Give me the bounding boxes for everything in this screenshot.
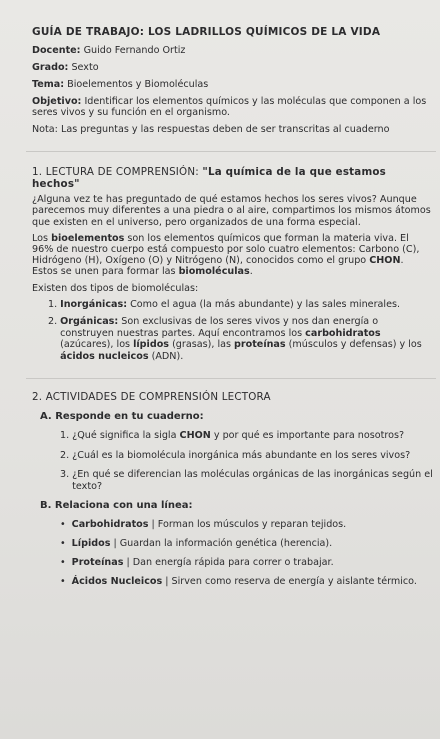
list-item: • Lípidos | Guardan la información genética (herencia). xyxy=(60,538,333,550)
matching-list xyxy=(26,519,434,587)
section1-paragraph2: Los bioelementos son los elementos químicos que forman la materia viva. El 96% de nuestro cuerpo está compuesto por solo cuatro elementos: Carbono (C), Hidrógeno (H), Oxígeno (O) y Nitrógeno (N), conocidos como el grupo CHON. Estos se unen para formar las biomoléculas. xyxy=(32,232,420,278)
list-item: • Proteínas | Dan energía rápida para correr o trabajar. xyxy=(60,557,334,569)
list-item: 1. Inorgánicas: Como el agua (la más abundante) y las sales minerales. xyxy=(48,298,401,310)
objective-value: Identificar los elementos químicos y las moléculas que componen a los seres vivos y su función en el organismo. xyxy=(32,96,427,119)
list-item: 3. ¿En qué se diferencian las moléculas orgánicas de las inorgánicas según el texto? xyxy=(60,469,433,492)
worksheet-title: GUÍA DE TRABAJO: LOS LADRILLOS QUÍMICOS DE LA VIDA xyxy=(32,26,381,38)
list-item: 1. ¿Qué significa la sigla CHON y por qué es importante para nosotros? xyxy=(60,430,405,442)
section1-paragraph1: ¿Alguna vez te has preguntado de qué estamos hechos los seres vivos? Aunque parecemos muy diferentes a una piedra o al aire, compartimos los mismos átomos que existen en el universo, pero organizados de una forma especial. xyxy=(32,194,431,228)
objective-line xyxy=(32,96,434,118)
teacher-line xyxy=(32,45,434,56)
objective-label: Objetivo: xyxy=(32,96,82,108)
list-item: • Ácidos Nucleicos | Sirven como reserva de energía y aislante térmico. xyxy=(60,576,417,588)
grade-value: Sexto xyxy=(71,62,99,74)
teacher-value: Guido Fernando Ortiz xyxy=(83,45,186,56)
section2-part-b: B. Relaciona con una línea: xyxy=(40,500,193,512)
section1-title: 1. LECTURA DE COMPRENSIÓN: xyxy=(32,166,199,179)
list-item: 2. Orgánicas: Son exclusivas de los seres vivos y nos dan energía o construyen nuestras partes. Aquí encontramos los carbohidratos (azúcares), los lípidos (grasas), las proteínas (músculos y defensas) y los ácidos nucleicos (ADN). xyxy=(48,316,422,362)
note-line: Nota: Las preguntas y las respuestas deben de ser transcritas al cuaderno xyxy=(32,124,390,136)
grade-line xyxy=(32,62,434,73)
topic-line xyxy=(32,79,434,90)
topic-label: Tema: xyxy=(32,79,65,91)
questions-list xyxy=(60,430,434,492)
grade-label: Grado: xyxy=(32,62,69,74)
divider-1 xyxy=(26,151,436,152)
section1-paragraph3: Existen dos tipos de biomoléculas: xyxy=(32,282,199,294)
biomolecule-types xyxy=(48,299,434,363)
list-item: 2. ¿Cuál es la biomolécula inorgánica más abundante en los seres vivos? xyxy=(60,449,411,461)
section1-quote: "La química de la que estamos hechos" xyxy=(32,166,386,191)
list-item: • Carbohidratos | Forman los músculos y reparan tejidos. xyxy=(60,519,347,531)
section2-part-a: A. Responde en tu cuaderno: xyxy=(40,411,204,423)
section1-heading xyxy=(32,166,434,190)
teacher-label: Docente: xyxy=(32,45,81,56)
divider-2 xyxy=(26,378,436,379)
section2-title: 2. ACTIVIDADES DE COMPRENSIÓN LECTORA xyxy=(32,391,271,404)
topic-value: Bioelementos y Biomoléculas xyxy=(67,79,209,91)
